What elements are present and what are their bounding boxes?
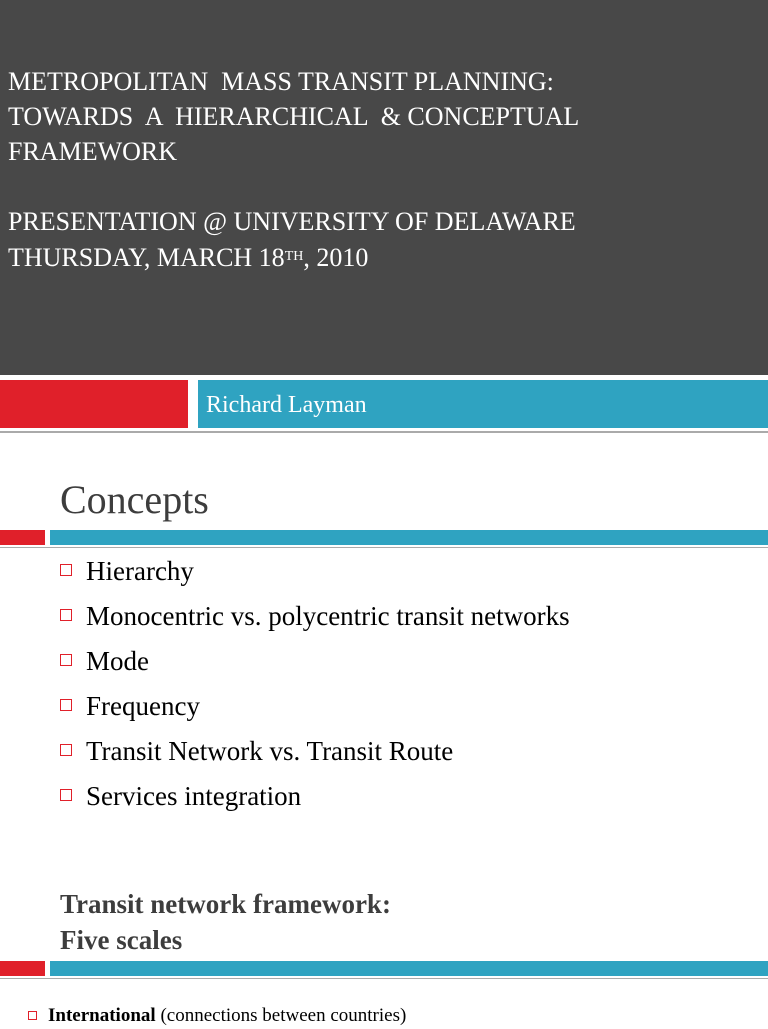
- title-slide-header: [0, 0, 768, 375]
- list-item: Monocentric vs. polycentric transit networks: [60, 598, 570, 643]
- divider: [0, 978, 768, 979]
- blue-accent-bar: [50, 961, 768, 976]
- square-bullet-icon: [60, 699, 72, 711]
- red-accent-bar: [0, 380, 188, 428]
- red-accent-bar: [0, 961, 45, 976]
- square-bullet-icon: [60, 744, 72, 756]
- list-item: Services integration: [60, 778, 570, 823]
- list-item: Frequency: [60, 688, 570, 733]
- square-bullet-icon: [60, 564, 72, 576]
- square-bullet-icon: [60, 789, 72, 801]
- blue-accent-bar: [50, 530, 768, 545]
- list-item: Transit Network vs. Transit Route: [60, 733, 570, 778]
- square-bullet-icon: [60, 609, 72, 621]
- framework-title: Transit network framework: Five scales: [60, 889, 391, 955]
- slide-separator: [0, 431, 768, 433]
- square-bullet-icon: [60, 654, 72, 666]
- square-bullet-icon: [28, 1011, 37, 1020]
- presentation-title: METROPOLITAN MASS TRANSIT PLANNING: TOWARDS A HIERARCHICAL & CONCEPTUAL FRAMEWORK: [8, 67, 580, 166]
- red-accent-bar: [0, 530, 45, 545]
- subtitle-venue: PRESENTATION @ UNIVERSITY OF DELAWARE: [8, 207, 576, 236]
- list-item: Hierarchy: [60, 553, 570, 598]
- author-name: Richard Layman: [206, 392, 367, 418]
- list-item: International (connections between countries): [28, 1003, 406, 1029]
- concepts-title: Concepts: [60, 477, 209, 522]
- concepts-list: [60, 553, 570, 823]
- subtitle-date: THURSDAY, MARCH 18TH, 2010: [8, 243, 369, 272]
- list-item: Mode: [60, 643, 570, 688]
- presentation-subtitle: [8, 204, 576, 275]
- divider: [0, 547, 768, 548]
